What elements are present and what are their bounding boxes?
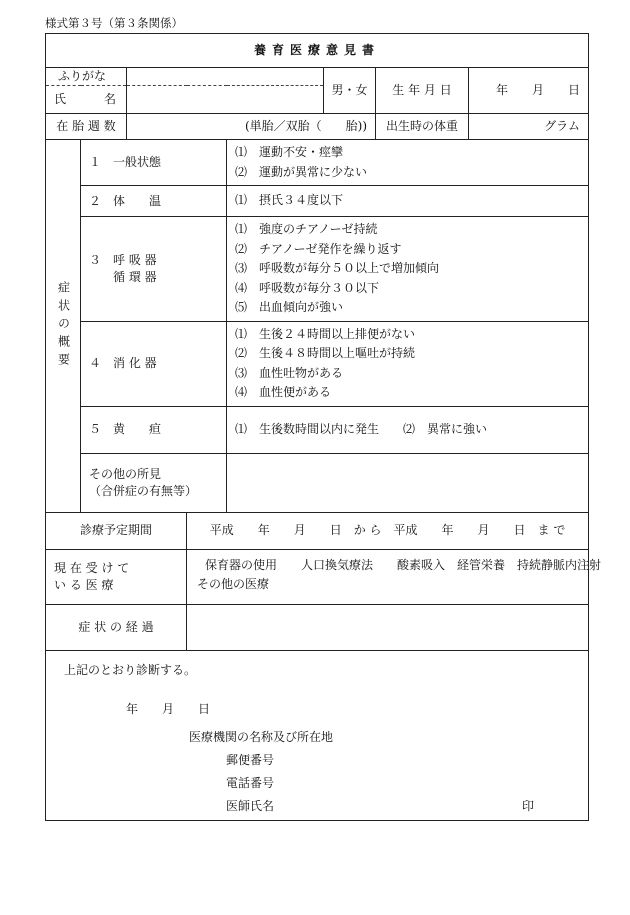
item[interactable]: ⑵ チアノーゼ発作を繰り返す [235,241,402,256]
current-treatment-label [46,549,187,604]
current-treatment-label-1: 現 在 受 け て [54,560,130,575]
category-general-items [227,140,589,186]
item[interactable]: ⑴ 摂氏３４度以下 [235,193,344,208]
item[interactable]: ⑴ 生後数時間以内に発生 ⑵ 異常に強い [235,421,488,436]
category-temperature-items [227,186,589,217]
phone-number-label: 電話番号 [226,775,275,790]
category-digestive: ４ 消 化 器 [81,321,227,406]
dob-field[interactable]: 年 月 日 [469,68,589,114]
gestation-field[interactable]: (単胎／双胎（ 胎)) [127,114,376,140]
opinion-form-table [45,33,602,821]
doctor-name-label: 医師氏名 [226,798,275,813]
item[interactable]: ⑷ 呼吸数が毎分３０以下 [235,280,380,295]
other-findings-field[interactable] [227,453,589,512]
category-circulatory-label: 循 環 器 [89,269,157,284]
certification-date[interactable]: 年 月 日 [126,701,211,716]
name-label [46,86,127,114]
name-label-second: 名 [104,92,117,106]
furigana-label: ふりがな [46,68,127,86]
other-findings-label [81,453,227,512]
item[interactable]: ⑸ 出血傾向が強い [235,300,344,314]
diagnosis-statement: 上記のとおり診断する。 [64,662,197,677]
birth-weight-field[interactable]: グラム [469,114,589,140]
treatment-options-line-1[interactable]: 保育器の使用 人口換気療法 酸素吸入 経管栄養 持続静脈内注射 [205,557,602,572]
category-general-condition: １ 一般状態 [81,140,227,186]
furigana-field[interactable] [127,68,324,86]
category-jaundice: ５ 黄 疸 [81,406,227,453]
symptom-progress-field[interactable] [187,604,589,650]
birth-weight-label: 出生時の体重 [376,114,469,140]
item[interactable]: ⑶ 血性吐物がある [235,365,344,380]
institution-label: 医療機関の名称及び所在地 [189,729,334,744]
postal-code-label: 郵便番号 [226,752,275,767]
gestation-label: 在 胎 週 数 [46,114,127,140]
item[interactable]: ⑵ 生後４８時間以上嘔吐が持続 [235,346,416,360]
form-title: 養育医療意見書 [46,34,589,68]
item[interactable]: ⑴ 生後２４時間以上排便がない [235,326,416,341]
name-field[interactable] [127,86,324,114]
dob-label: 生 年 月 日 [376,68,469,114]
treatment-period-field[interactable]: 平成 年 月 日 か ら 平成 年 月 日 ま で [187,512,589,549]
form-number-label: 様式第３号（第３条関係） [45,16,183,30]
current-treatment-label-2: い る 医 療 [54,577,114,592]
category-digestive-items [227,321,589,406]
category-respiratory-items [227,217,589,322]
sex-selector[interactable]: 男・女 [324,68,376,114]
other-findings-line-2: （合併症の有無等） [89,483,198,498]
category-body-temperature: ２ 体 温 [81,186,227,217]
item[interactable]: ⑶ 呼吸数が毎分５０以上で増加傾向 [235,261,440,275]
item[interactable]: ⑷ 血性便がある [235,385,332,399]
treatment-options-line-2[interactable]: その他の医療 [197,577,270,591]
item[interactable]: ⑴ 運動不安・痙攣 [235,145,344,159]
certification-section [46,650,589,820]
current-treatment-options [187,549,602,604]
item[interactable]: ⑴ 強度のチアノーゼ持続 [235,222,378,236]
symptoms-overview-label: 症状の概要 [46,140,81,513]
symptom-progress-label: 症 状 の 経 過 [46,604,187,650]
category-respiratory-circulatory [81,217,227,322]
category-jaundice-items [227,406,589,453]
item[interactable]: ⑵ 運動が異常に少ない [235,164,368,179]
seal-mark: 印 [522,798,535,813]
name-label-first: 氏 [54,92,67,106]
treatment-period-label: 診療予定期間 [46,512,187,549]
category-respiratory-label: ３ 呼 吸 器 [89,252,157,267]
other-findings-line-1: その他の所見 [89,466,162,481]
